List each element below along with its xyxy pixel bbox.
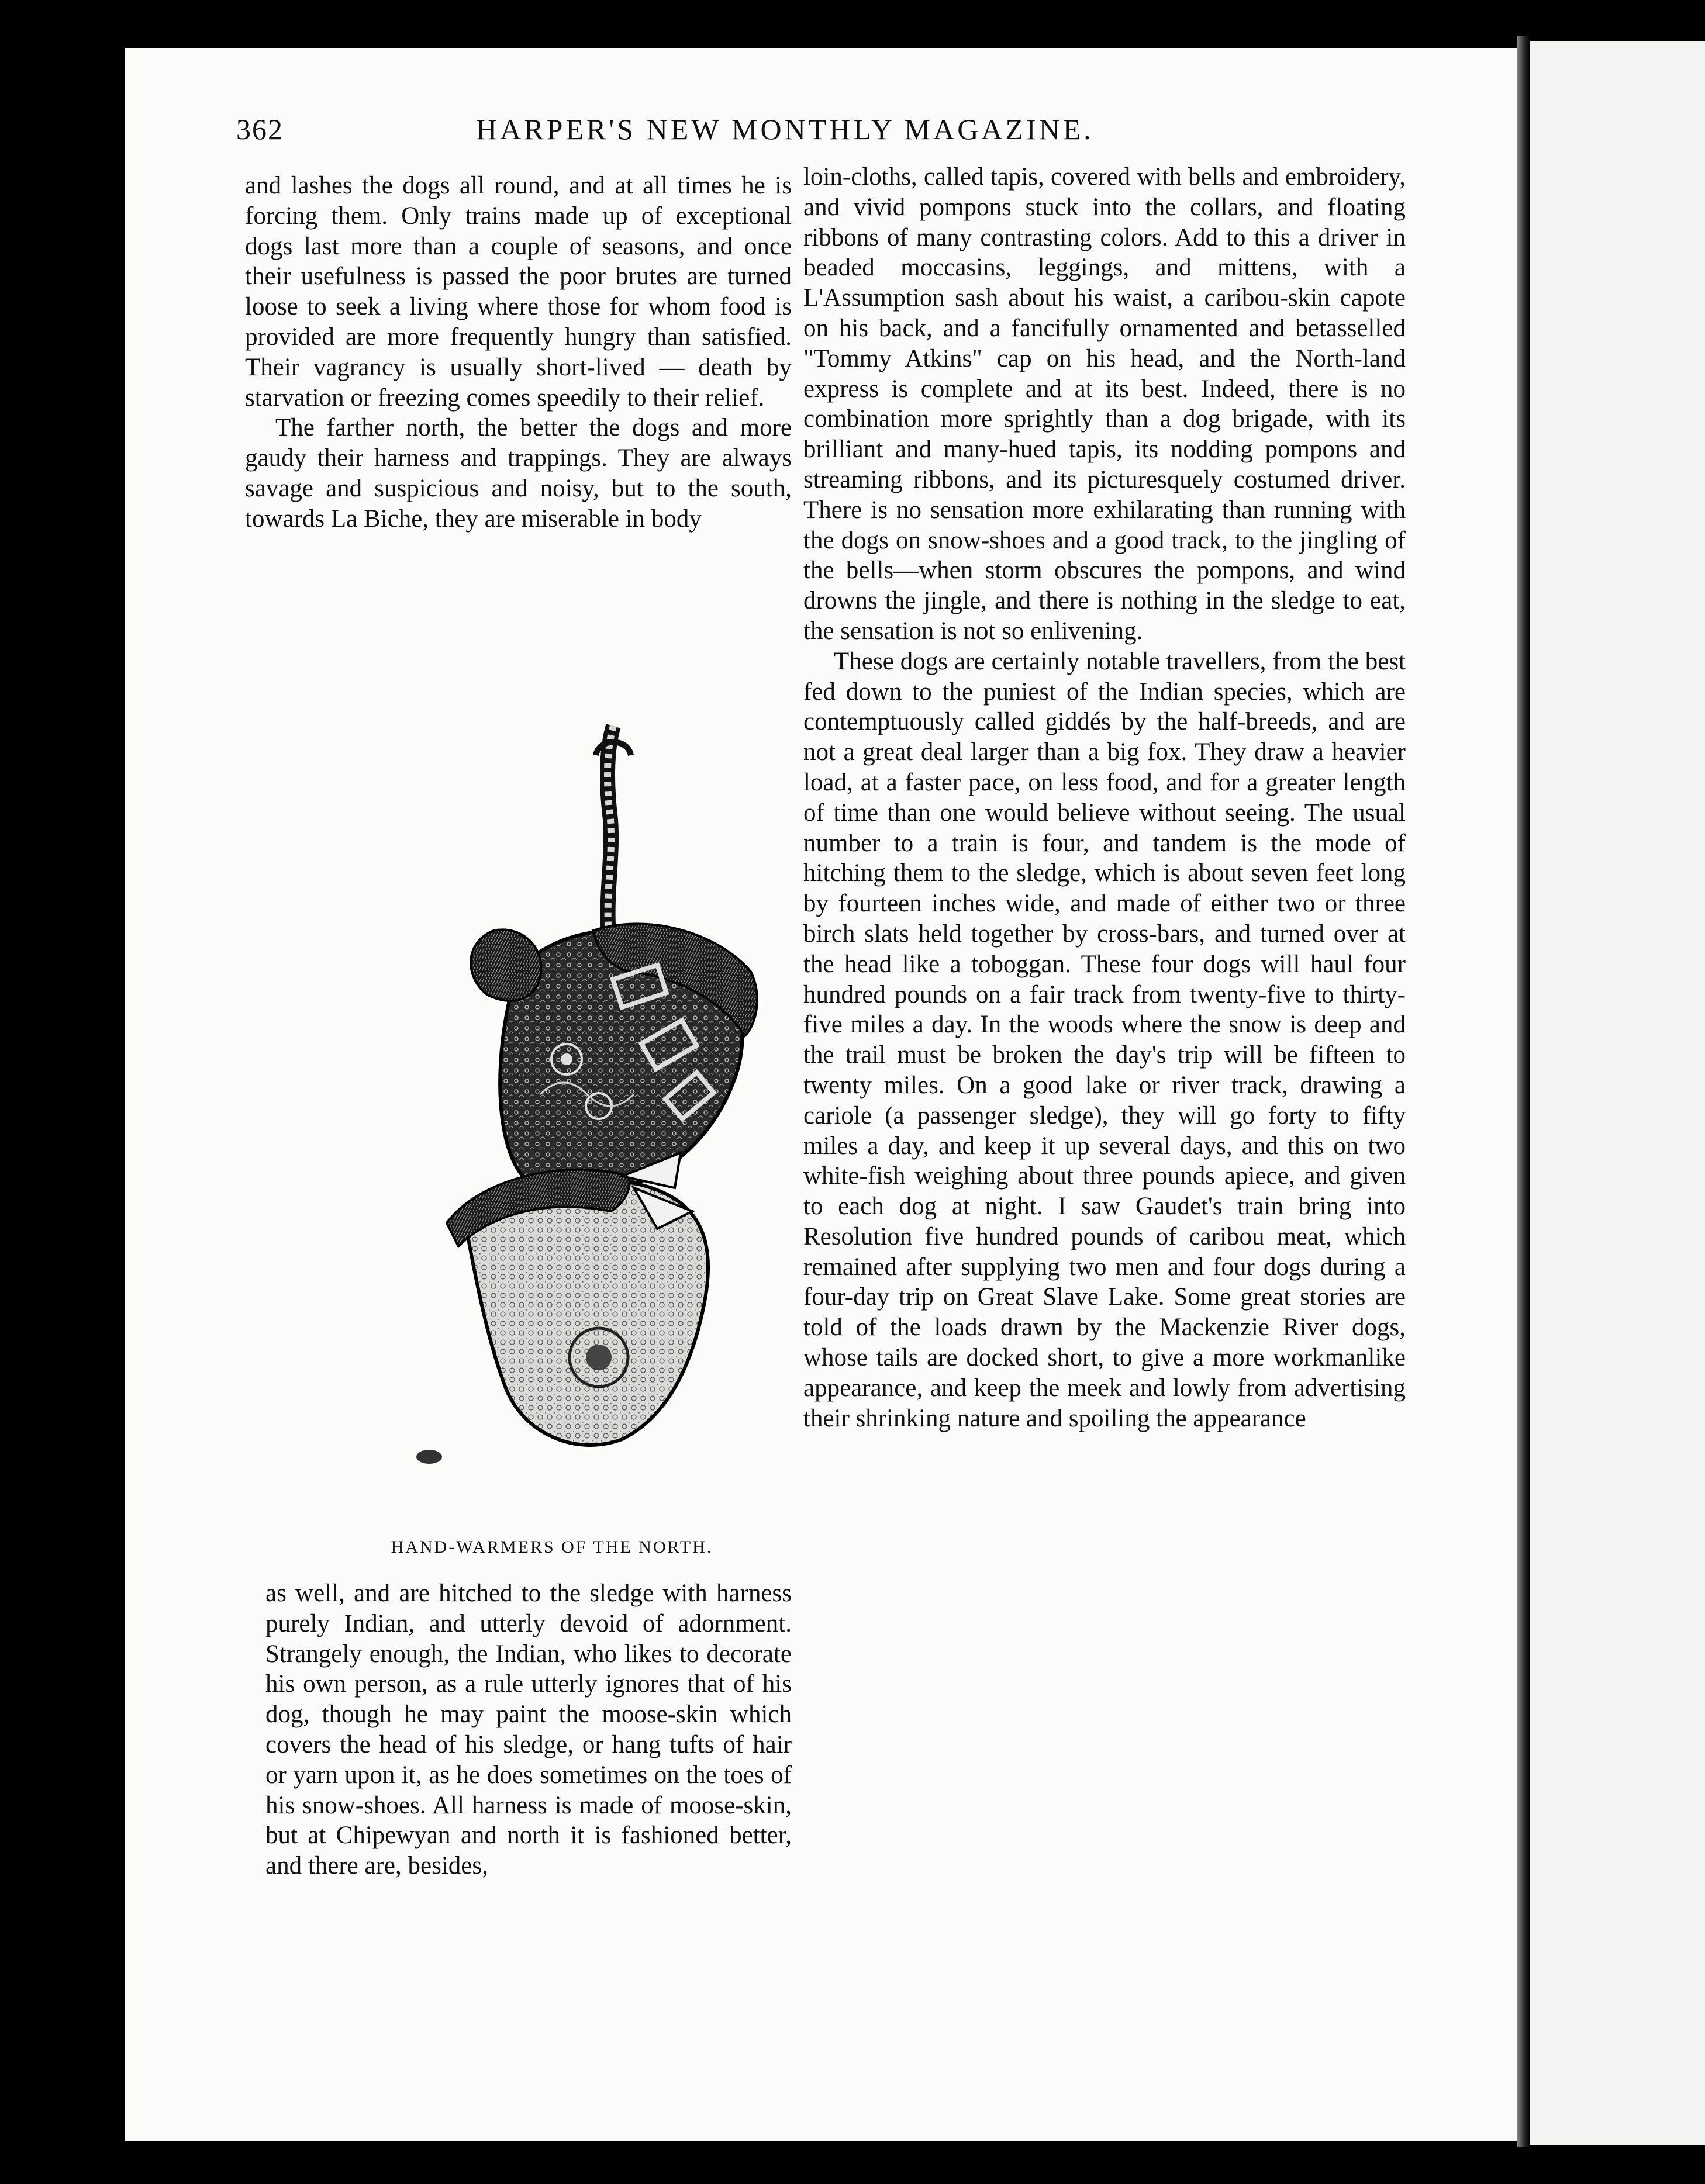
paragraph: loin-cloths, called tapis, covered with bells and embroidery, and vivid pompons stuck into the collars, and floating ribbons of many contrasting colors. Add to this a driver in beaded moccasins, leggings, and mittens, with a L'Assumption sash about his waist, a caribou-skin capote on his back, and a fancifully ornamented and betasselled "Tommy Atkins" cap on his head, and the North-land express is complete and at its best. Indeed, there is no combination more sprightly than a dog brigade, with its brilliant and many-hued tapis, its nodding pompons and streaming ribbons, and its picturesquely costumed driver. There is no sensation more exhilarating than running with the dogs on snow-shoes and a good track, to the jingling of the bells—when storm obscures the pompons, and wind drowns the jingle, and there is nothing in the sledge to eat, the sensation is not so enlivening. [803,163,1406,645]
paragraph: and lashes the dogs all round, and at all times he is forcing them. Only trains made up of exceptional dogs last more than a couple of seasons, and once their usefulness is passed the poor brutes are turned loose to seek a living where those for whom food is provided are more frequently hungry than satisfied. Their vagrancy is usually short-lived — death by starvation or freezing comes speedily to their relief. [245,172,792,412]
left-column-top [245,171,792,534]
adjacent-page-edge [1530,41,1705,2145]
magazine-page [125,48,1517,2141]
left-column-bottom [265,1578,792,1881]
book-spine-shadow [1517,36,1530,2147]
right-column [803,162,1406,1433]
figure-caption: HAND-WARMERS OF THE NORTH. [391,1537,713,1557]
paragraph: The farther north, the better the dogs and more gaudy their harness and trappings. They are always savage and suspicious and noisy, but to the south, towards La Biche, they are miserable in body [245,414,792,533]
page-header [236,112,1230,159]
page-number: 362 [236,113,284,146]
running-title: HARPER'S NEW MONTHLY MAGAZINE. [476,113,1094,146]
paragraph: These dogs are certainly notable travellers, from the best fed down to the puniest of the Indian species, which are contemptuously called giddés by the half-breeds, and are not a great deal larger than a big fox. They draw a heavier load, at a faster pace, on less food, and for a greater length of time than one would believe without seeing. The usual number to a train is four, and tandem is the mode of hitching them to the sledge, which is about seven feet long by fourteen inches wide, and made of either two or three birch slats held together by cross-bars, and turned over at the head like a toboggan. These four dogs will haul four hundred pounds on a fair track from twenty-five to thirty-five miles a day. In the woods where the snow is deep and the trail must be broken the day's trip will be fifteen to twenty miles. On a good lake or river track, drawing a cariole (a passenger sledge), they will go forty to fifty miles a day, and keep it up several days, and this on two white-fish weighing about three pounds apiece, and given to each dog at night. I saw Gaudet's train bring into Resolution five hundred pounds of caribou meat, which remained after supplying two men and four dogs during a four-day trip on Great Slave Lake. Some great stories are told of the loads drawn by the Mackenzie River dogs, whose tails are docked short, to give a more workmanlike appearance, and keep the meek and lowly from advertising their shrinking nature and spoiling the appearance [803,647,1406,1432]
paragraph: as well, and are hitched to the sledge with harness purely Indian, and utterly devoid of adornment. Strangely enough, the Indian, who likes to decorate his own person, as a rule utterly ignores that of his dog, though he may paint the moose-skin which covers the head of his sledge, or hang tufts of hair or yarn upon it, as he does sometimes on the toes of his snow-shoes. All harness is made of moose-skin, but at Chipewyan and north it is fashioned better, and there are, besides, [265,1580,792,1880]
